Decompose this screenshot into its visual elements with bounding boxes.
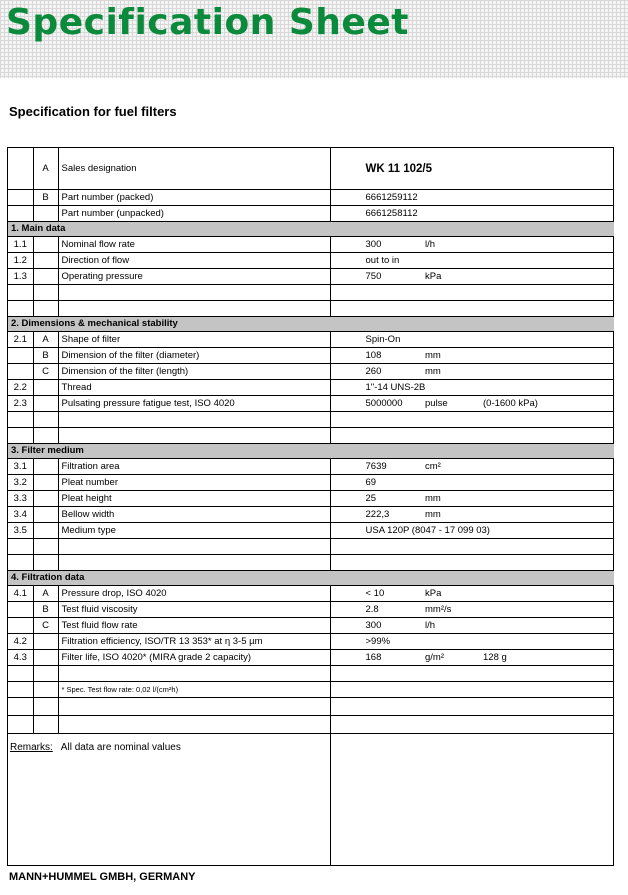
row-extra <box>480 253 614 269</box>
empty-cell <box>8 555 33 571</box>
empty-cell <box>8 716 33 734</box>
blank-row <box>8 666 614 682</box>
empty-cell <box>422 716 480 734</box>
empty-cell <box>422 682 480 698</box>
row-unit: mm <box>422 348 480 364</box>
row-unit: cm² <box>422 459 480 475</box>
spec-row <box>8 586 614 602</box>
empty-cell <box>58 301 330 317</box>
row-description: Nominal flow rate <box>58 237 330 253</box>
row-description: Operating pressure <box>58 269 330 285</box>
section-title: 4. Filtration data <box>8 571 614 586</box>
row-extra <box>480 364 614 380</box>
row-description: Pressure drop, ISO 4020 <box>58 586 330 602</box>
empty-cell <box>8 666 33 682</box>
row-unit: l/h <box>422 618 480 634</box>
empty-cell <box>480 285 614 301</box>
row-number <box>8 602 33 618</box>
row-extra <box>480 332 614 348</box>
empty-cell <box>33 716 58 734</box>
row-unit <box>422 634 480 650</box>
spec-row <box>8 459 614 475</box>
row-letter <box>33 237 58 253</box>
row-extra <box>480 491 614 507</box>
row-description: Filtration efficiency, ISO/TR 13 353* at η 3-5 µm <box>58 634 330 650</box>
row-value: 5000000 <box>330 396 422 412</box>
row-letter: A <box>33 148 58 190</box>
company-footer: MANN+HUMMEL GMBH, GERMANY <box>9 871 196 883</box>
empty-cell <box>422 555 480 571</box>
spec-row <box>8 523 614 539</box>
empty-cell <box>58 698 330 716</box>
row-letter <box>33 523 58 539</box>
row-letter: A <box>33 586 58 602</box>
row-number: 2.2 <box>8 380 33 396</box>
empty-cell <box>330 301 422 317</box>
empty-cell <box>8 698 33 716</box>
blank-row <box>8 285 614 301</box>
empty-cell <box>8 148 33 190</box>
row-letter <box>33 380 58 396</box>
section-title: 2. Dimensions & mechanical stability <box>8 317 614 332</box>
row-unit: pulse <box>422 396 480 412</box>
empty-cell <box>8 412 33 428</box>
spec-row <box>8 396 614 412</box>
empty-cell <box>58 285 330 301</box>
row-number: 1.1 <box>8 237 33 253</box>
row-letter <box>33 459 58 475</box>
empty-cell <box>33 555 58 571</box>
spec-row <box>8 634 614 650</box>
empty-cell <box>330 666 422 682</box>
row-letter: B <box>33 190 58 206</box>
row-letter <box>33 507 58 523</box>
row-value: 108 <box>330 348 422 364</box>
row-value: 260 <box>330 364 422 380</box>
empty-cell <box>480 301 614 317</box>
remarks-text: All data are nominal values <box>60 742 181 753</box>
row-value: out to in <box>330 253 422 269</box>
blank-row <box>8 698 614 716</box>
row-number: 1.3 <box>8 269 33 285</box>
empty-cell <box>422 285 480 301</box>
empty-cell <box>58 428 330 444</box>
row-extra <box>480 618 614 634</box>
row-value: 750 <box>330 269 422 285</box>
empty-cell <box>422 301 480 317</box>
row-unit: g/m² <box>422 650 480 666</box>
row-value: 168 <box>330 650 422 666</box>
spec-row <box>8 237 614 253</box>
empty-cell <box>480 698 614 716</box>
row-letter: A <box>33 332 58 348</box>
row-value: 69 <box>330 475 422 491</box>
footnote: * Spec. Test flow rate: 0,02 l/(cm²h) <box>58 682 330 698</box>
sheet-title: Specification Sheet <box>6 2 409 43</box>
row-description: Thread <box>58 380 330 396</box>
empty-cell <box>33 412 58 428</box>
row-letter <box>33 253 58 269</box>
empty-cell <box>33 682 58 698</box>
row-unit <box>422 380 480 396</box>
empty-cell <box>58 555 330 571</box>
empty-cell <box>330 539 422 555</box>
page-subtitle: Specification for fuel filters <box>9 104 177 119</box>
spec-row <box>8 650 614 666</box>
row-extra <box>480 586 614 602</box>
row-extra <box>480 507 614 523</box>
empty-cell <box>8 285 33 301</box>
row-extra <box>480 523 614 539</box>
remarks-label: Remarks: <box>10 742 53 753</box>
row-description: Dimension of the filter (diameter) <box>58 348 330 364</box>
empty-cell <box>480 412 614 428</box>
empty-cell <box>58 412 330 428</box>
row-value: 2.8 <box>330 602 422 618</box>
row-description: Pulsating pressure fatigue test, ISO 4020 <box>58 396 330 412</box>
row-letter <box>33 650 58 666</box>
row-letter <box>33 475 58 491</box>
empty-cell <box>33 698 58 716</box>
row-extra <box>480 237 614 253</box>
row-unit: mm <box>422 507 480 523</box>
row-value: 6661259112 <box>330 190 614 206</box>
row-unit: l/h <box>422 237 480 253</box>
spec-sheet-frame <box>7 147 614 866</box>
empty-cell <box>330 716 422 734</box>
row-description: Test fluid viscosity <box>58 602 330 618</box>
empty-cell <box>8 682 33 698</box>
blank-row <box>8 716 614 734</box>
section-title: 1. Main data <box>8 222 614 237</box>
spec-row <box>8 491 614 507</box>
spec-row <box>8 380 614 396</box>
section-title: 3. Filter medium <box>8 444 614 459</box>
row-description: Sales designation <box>58 148 330 190</box>
row-description: Filter life, ISO 4020* (MIRA grade 2 capacity) <box>58 650 330 666</box>
spec-row <box>8 348 614 364</box>
section-header <box>8 571 614 586</box>
row-unit <box>422 332 480 348</box>
empty-cell <box>480 539 614 555</box>
row-extra: 128 g <box>480 650 614 666</box>
empty-cell <box>33 666 58 682</box>
empty-cell <box>8 206 33 222</box>
remarks <box>10 742 181 753</box>
row-letter: C <box>33 364 58 380</box>
empty-cell <box>58 666 330 682</box>
empty-cell <box>422 539 480 555</box>
empty-cell <box>330 555 422 571</box>
empty-cell <box>8 539 33 555</box>
row-extra <box>480 475 614 491</box>
empty-cell <box>480 682 614 698</box>
row-unit <box>422 253 480 269</box>
empty-cell <box>33 285 58 301</box>
empty-cell <box>33 539 58 555</box>
empty-cell <box>422 666 480 682</box>
row-number: 2.3 <box>8 396 33 412</box>
row-unit: kPa <box>422 586 480 602</box>
spec-row <box>8 253 614 269</box>
empty-cell <box>8 301 33 317</box>
row-description: Test fluid flow rate <box>58 618 330 634</box>
note-row <box>8 682 614 698</box>
row-description: Bellow width <box>58 507 330 523</box>
row-description: Direction of flow <box>58 253 330 269</box>
empty-cell <box>330 285 422 301</box>
row-description: Medium type <box>58 523 330 539</box>
empty-cell <box>480 666 614 682</box>
spec-row <box>8 602 614 618</box>
row-letter: B <box>33 348 58 364</box>
empty-cell <box>33 301 58 317</box>
row-description: Filtration area <box>58 459 330 475</box>
row-number: 2.1 <box>8 332 33 348</box>
row-extra: (0-1600 kPa) <box>480 396 614 412</box>
row-unit <box>422 475 480 491</box>
row-letter <box>33 491 58 507</box>
row-description: Part number (unpacked) <box>58 206 330 222</box>
row-number <box>8 348 33 364</box>
row-number <box>8 364 33 380</box>
row-value: Spin-On <box>330 332 422 348</box>
row-value: >99% <box>330 634 422 650</box>
spec-row <box>8 618 614 634</box>
row-number: 4.2 <box>8 634 33 650</box>
row-number: 3.2 <box>8 475 33 491</box>
row-extra <box>480 269 614 285</box>
empty-cell <box>480 716 614 734</box>
empty-cell <box>8 190 33 206</box>
row-value: WK 11 102/5 <box>330 148 614 190</box>
row-value: 6661258112 <box>330 206 614 222</box>
blank-row <box>8 555 614 571</box>
identification-row <box>8 206 614 222</box>
spec-table-body <box>8 148 614 734</box>
empty-cell <box>330 412 422 428</box>
row-description: Shape of filter <box>58 332 330 348</box>
row-description: Pleat number <box>58 475 330 491</box>
empty-cell <box>58 716 330 734</box>
section-header <box>8 444 614 459</box>
row-value: USA 120P (8047 - 17 099 03) <box>330 523 422 539</box>
empty-cell <box>330 428 422 444</box>
section-header <box>8 317 614 332</box>
row-description: Dimension of the filter (length) <box>58 364 330 380</box>
row-extra <box>480 348 614 364</box>
row-extra <box>480 380 614 396</box>
empty-cell <box>330 682 422 698</box>
spec-row <box>8 269 614 285</box>
row-description: Part number (packed) <box>58 190 330 206</box>
identification-row <box>8 190 614 206</box>
blank-row <box>8 539 614 555</box>
empty-cell <box>422 428 480 444</box>
row-number <box>8 618 33 634</box>
row-number: 3.5 <box>8 523 33 539</box>
spec-row <box>8 332 614 348</box>
identification-row <box>8 148 614 190</box>
row-letter <box>33 269 58 285</box>
row-value: 25 <box>330 491 422 507</box>
header-grid-band <box>0 0 628 78</box>
row-value: 7639 <box>330 459 422 475</box>
row-number: 3.3 <box>8 491 33 507</box>
spec-row <box>8 364 614 380</box>
row-number: 3.1 <box>8 459 33 475</box>
blank-row <box>8 428 614 444</box>
spec-table <box>8 148 614 734</box>
row-letter: C <box>33 618 58 634</box>
row-value: 300 <box>330 618 422 634</box>
row-unit: mm <box>422 364 480 380</box>
row-unit: kPa <box>422 269 480 285</box>
row-value: 222,3 <box>330 507 422 523</box>
spec-row <box>8 475 614 491</box>
row-description: Pleat height <box>58 491 330 507</box>
empty-cell <box>330 698 422 716</box>
row-extra <box>480 459 614 475</box>
row-unit: mm <box>422 491 480 507</box>
row-letter <box>33 634 58 650</box>
row-extra <box>480 602 614 618</box>
blank-row <box>8 301 614 317</box>
row-unit: mm²/s <box>422 602 480 618</box>
row-number: 4.3 <box>8 650 33 666</box>
row-extra <box>480 634 614 650</box>
row-number: 3.4 <box>8 507 33 523</box>
section-header <box>8 222 614 237</box>
row-number: 4.1 <box>8 586 33 602</box>
empty-cell <box>422 412 480 428</box>
row-value: 1"-14 UNS-2B <box>330 380 422 396</box>
empty-cell <box>33 428 58 444</box>
row-number: 1.2 <box>8 253 33 269</box>
blank-row <box>8 412 614 428</box>
row-letter: B <box>33 602 58 618</box>
row-letter <box>33 396 58 412</box>
empty-cell <box>480 555 614 571</box>
empty-cell <box>8 428 33 444</box>
row-value: 300 <box>330 237 422 253</box>
row-letter <box>33 206 58 222</box>
empty-cell <box>480 428 614 444</box>
row-value: < 10 <box>330 586 422 602</box>
spec-row <box>8 507 614 523</box>
empty-cell <box>58 539 330 555</box>
empty-cell <box>422 698 480 716</box>
